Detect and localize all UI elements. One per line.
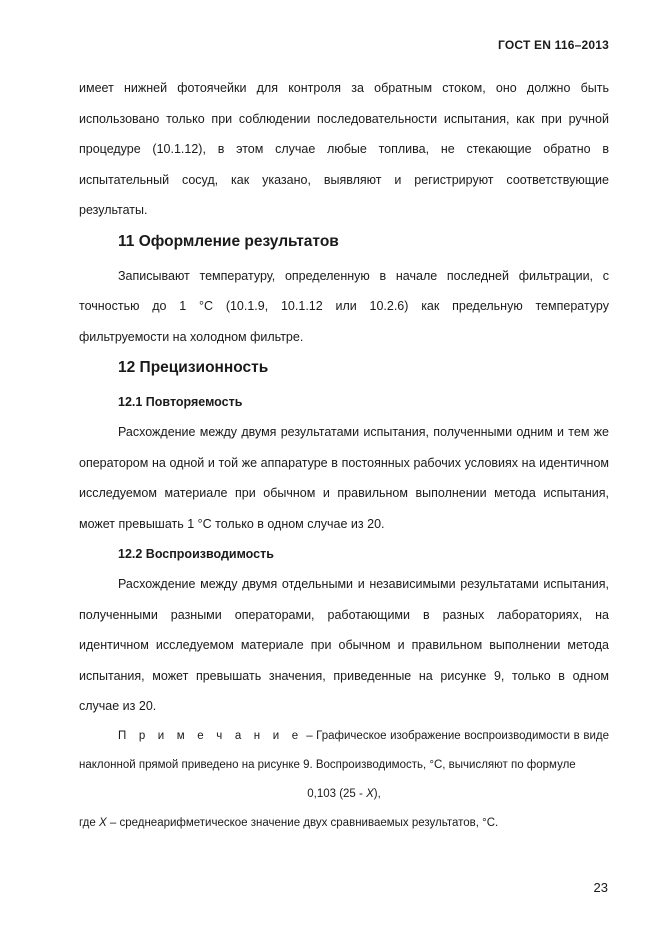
formula-variable: X [366,787,374,800]
section-12-2-title: 12.2 Воспроизводимость [118,547,274,561]
formula-explanation [79,809,609,838]
formula-prefix: 0,103 (25 - [307,787,367,800]
where-suffix: – среднеарифметическое значение двух сравниваемых результатов, °С. [106,816,499,829]
note-text: – Графическое изображение воспроизводимости в виде наклонной прямой приведено на рисунке 9. Воспроизводимость, °С, вычисляют по формуле [79,729,610,771]
formula [79,780,609,809]
section-12-1-title: 12.1 Повторяемость [118,395,243,409]
section-12-1-text: Расхождение между двумя результатами испытания, полученными одним и тем же оператором на одной и той же аппаратуре в постоянных рабочих условиях на идентичном исследуемом материале при обычном и правильном выполнении метода испытания, может превышать 1 °С только в одном случае из 20. [79,425,609,531]
formula-suffix: ), [373,787,381,800]
section-12-title: 12 Прецизионность [118,359,269,376]
where-prefix: где [79,816,99,829]
section-11-title: 11 Оформление результатов [118,232,339,250]
section-12-2-text: Расхождение между двумя отдельными и независимыми результатами испытания, полученными разными операторами, работающими в разных лабораториях, на идентичном исследуемом материале при обычном и правильном выполнении метода испытания, может превышать значения, приведенные на рисунке 9, только в одном случае из 20. [79,577,609,713]
section-11-text: Записывают температуру, определенную в начале последней фильтрации, с точностью до 1 °С (10.1.9, 10.1.12 или 10.2.6) как предельную температуру фильтруемости на холодном фильтре. [79,268,609,344]
where-variable: X [98,816,107,829]
note-label: П р и м е ч а н и е [118,729,303,742]
page-content [79,73,609,838]
page-number: 23 [593,880,608,895]
document-header: ГОСТ EN 116–2013 [498,38,609,52]
note-paragraph [79,722,609,780]
intro-paragraph: имеет нижней фотоячейки для контроля за обратным стоком, оно должно быть использовано только при соблюдении последовательности испытания, как при ручной процедуре (10.1.12), в этом случае любые топлива, не стекающие обратно в испытательный сосуд, как указано, выявляют и регистрируют соответствующие результаты. [79,81,609,217]
